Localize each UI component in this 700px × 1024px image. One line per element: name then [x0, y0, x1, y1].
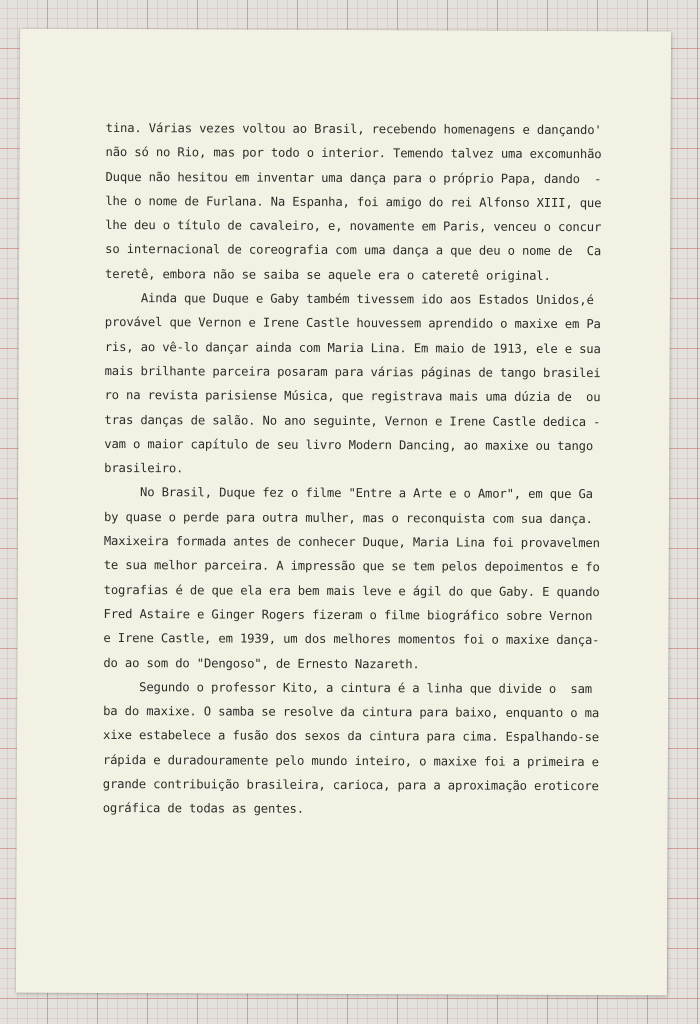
typewritten-page — [16, 29, 671, 996]
text-line: Duque não hesitou em inventar uma dança para o próprio Papa, dando - — [105, 169, 602, 186]
text-line: so internacional de coreografia com uma dança a que deu o nome de Ca — [105, 242, 602, 259]
text-line: e Irene Castle, em 1939, um dos melhores momentos foi o maxixe dança- — [103, 631, 600, 648]
text-line: by quase o perde para outra mulher, mas o reconquista com sua dança. — [103, 509, 593, 526]
text-line: tina. Várias vezes voltou ao Brasil, recebendo homenagens e dançando' — [105, 120, 602, 138]
text-line: Segundo o professor Kito, a cintura é a linha que divide o sam — [103, 679, 593, 696]
text-line: não só no Rio, mas por todo o interior. Temendo talvez uma excomunhão — [105, 145, 602, 162]
text-line: brasileiro. — [104, 461, 184, 476]
text-line: No Brasil, Duque fez o filme "Entre a Arte e o Amor", em que Ga — [104, 485, 593, 502]
text-line: lhe o nome de Furlana. Na Espanha, foi amigo do rei Alfonso XIII, que — [105, 193, 602, 211]
text-line: teretê, embora não se saiba se aquele era o cateretê original. — [105, 266, 551, 283]
text-line: provável que Vernon e Irene Castle houvessem aprendido o maxixe em Pa — [104, 315, 601, 332]
text-line: Ainda que Duque e Gaby também tivessem ido aos Estados Unidos,é — [104, 291, 594, 308]
text-line: mais brilhante parceira posaram para várias páginas de tango brasilei — [104, 363, 601, 381]
text-line: Maxixeira formada antes de conhecer Duque, Maria Lina foi provavelmen — [103, 534, 600, 551]
text-line: ro na revista parisiense Música, que registrava mais uma dúzia de ou — [104, 388, 601, 405]
text-line: rápida e duradouramente pelo mundo inteiro, o maxixe foi a primeira e — [102, 752, 599, 769]
text-line: tografias é de que ela era bem mais leve e ágil do que Gaby. E quando — [103, 582, 600, 599]
text-line: Fred Astaire e Ginger Rogers fizeram o filme biográfico sobre Vernon — [103, 606, 593, 624]
text-line: vam o maior capítulo de seu livro Modern Dancing, ao maxixe ou tango — [104, 436, 594, 453]
typed-text-body — [103, 116, 646, 823]
text-line: ris, ao vê-lo dançar ainda com Maria Lina. Em maio de 1913, ele e sua — [104, 339, 601, 356]
text-line: do ao som do "Dengoso", de Ernesto Nazareth. — [103, 655, 420, 671]
text-line: tras danças de salão. No ano seguinte, Vernon e Irene Castle dedica - — [104, 412, 601, 429]
text-line: lhe deu o título de cavaleiro, e, novamente em Paris, venceu o concur — [105, 218, 602, 235]
text-line: te sua melhor parceira. A impressão que se tem pelos depoimentos e fo — [103, 558, 600, 575]
text-line: xixe estabelece a fusão dos sexos da cintura para cima. Espalhando-se — [102, 728, 599, 745]
text-line: grande contribuição brasileira, carioca, para a aproximação eroticore — [102, 776, 599, 794]
text-line: ográfica de todas as gentes. — [102, 801, 304, 817]
text-line: ba do maxixe. O samba se resolve da cintura para baixo, enquanto o ma — [103, 704, 600, 721]
